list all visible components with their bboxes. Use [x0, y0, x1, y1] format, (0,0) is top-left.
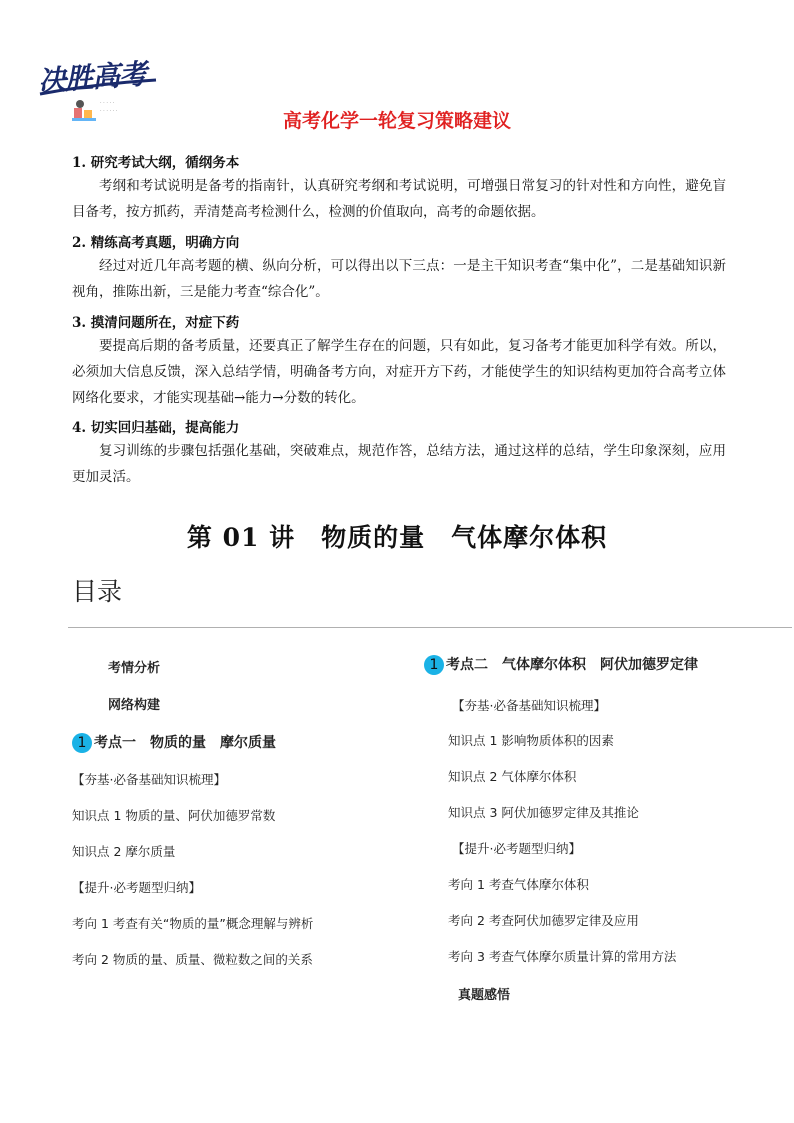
toc-divider: [68, 627, 792, 628]
toc-item-d2[interactable]: 考向 2 物质的量、质量、微粒数之间的关系: [72, 952, 313, 967]
section-body: 复习训练的步骤包括强化基础，突破难点，规范作答，总结方法，通过这样的总结，学生印象深刻，应用更加灵活。: [72, 443, 726, 485]
strategy-section-4: [72, 418, 726, 490]
strategy-section-2: [72, 233, 726, 305]
toc-item-network[interactable]: 网络构建: [108, 698, 161, 713]
number-badge-icon: 1: [424, 655, 444, 675]
toc-item-k2[interactable]: 知识点 2 气体摩尔体积: [448, 769, 577, 784]
section-heading: 3. 摸清问题所在，对症下药: [72, 315, 240, 331]
toc-item-kp1[interactable]: [72, 732, 276, 753]
document-title: 高考化学一轮复习策略建议: [282, 110, 511, 132]
section-heading: 1. 研究考试大纲，循纲务本: [72, 155, 240, 171]
toc-item-label: 考点二 气体摩尔体积 阿伏加德罗定律: [446, 657, 698, 673]
svg-text:· · · · ·: · · · · ·: [100, 100, 115, 106]
lecture-title: 第 01 讲 物质的量 气体摩尔体积: [186, 523, 608, 552]
svg-text:· · · · · ·: · · · · · ·: [100, 108, 118, 114]
toc-item-base[interactable]: 【夯基·必备基础知识梳理】: [452, 698, 606, 713]
toc-item-up[interactable]: 【提升·必考题型归纳】: [452, 841, 581, 856]
section-heading: 4. 切实回归基础，提高能力: [72, 420, 240, 436]
toc-heading: 目录: [72, 577, 123, 606]
section-heading: 2. 精练高考真题，明确方向: [72, 235, 240, 251]
toc-item-exam[interactable]: 真题感悟: [458, 988, 511, 1003]
toc-item-label: 考点一 物质的量 摩尔质量: [94, 735, 276, 751]
toc-item-k3[interactable]: 知识点 3 阿伏加德罗定律及其推论: [448, 805, 639, 820]
section-body: 经过对近几年高考题的横、纵向分析，可以得出以下三点：一是主干知识考查“集中化”，二是基础知识新视角，推陈出新，三是能力考查“综合化”。: [72, 258, 726, 300]
toc-item-d3[interactable]: 考向 3 考查气体摩尔质量计算的常用方法: [448, 949, 677, 964]
toc-item-analysis[interactable]: 考情分析: [108, 661, 161, 676]
strategy-section-1: [72, 153, 726, 225]
toc-item-k1[interactable]: 知识点 1 影响物质体积的因素: [448, 733, 614, 748]
section-body: 要提高后期的备考质量，还要真正了解学生存在的问题，只有如此，复习备考才能更加科学有效。所以，必须加大信息反馈，深入总结学情，明确备考方向，对症开方下药，才能使学生的知识结构更加符合高考立体网络化要求，才能实现基础→能力→分数的转化。: [72, 338, 726, 406]
strategy-section-3: [72, 313, 726, 411]
toc-item-kp2[interactable]: [424, 654, 698, 675]
toc-item-base[interactable]: 【夯基·必备基础知识梳理】: [72, 772, 226, 787]
toc-item-up[interactable]: 【提升·必考题型归纳】: [72, 880, 201, 895]
toc-item-d1[interactable]: 考向 1 考查气体摩尔体积: [448, 877, 589, 892]
toc-item-k2[interactable]: 知识点 2 摩尔质量: [72, 844, 176, 859]
logo-wordmark: 决胜高考: [37, 57, 148, 98]
toc-item-d2[interactable]: 考向 2 考查阿伏加德罗定律及应用: [448, 913, 639, 928]
toc-item-k1[interactable]: 知识点 1 物质的量、阿伏加德罗常数: [72, 808, 276, 823]
section-body: 考纲和考试说明是备考的指南针，认真研究考纲和考试说明，可增强日常复习的针对性和方向性，避免盲目备考，按方抓药，弄清楚高考检测什么，检测的价值取向，高考的命题依据。: [72, 178, 726, 220]
number-badge-icon: 1: [72, 733, 92, 753]
toc-item-d1[interactable]: 考向 1 考查有关“物质的量”概念理解与辨析: [72, 916, 314, 931]
